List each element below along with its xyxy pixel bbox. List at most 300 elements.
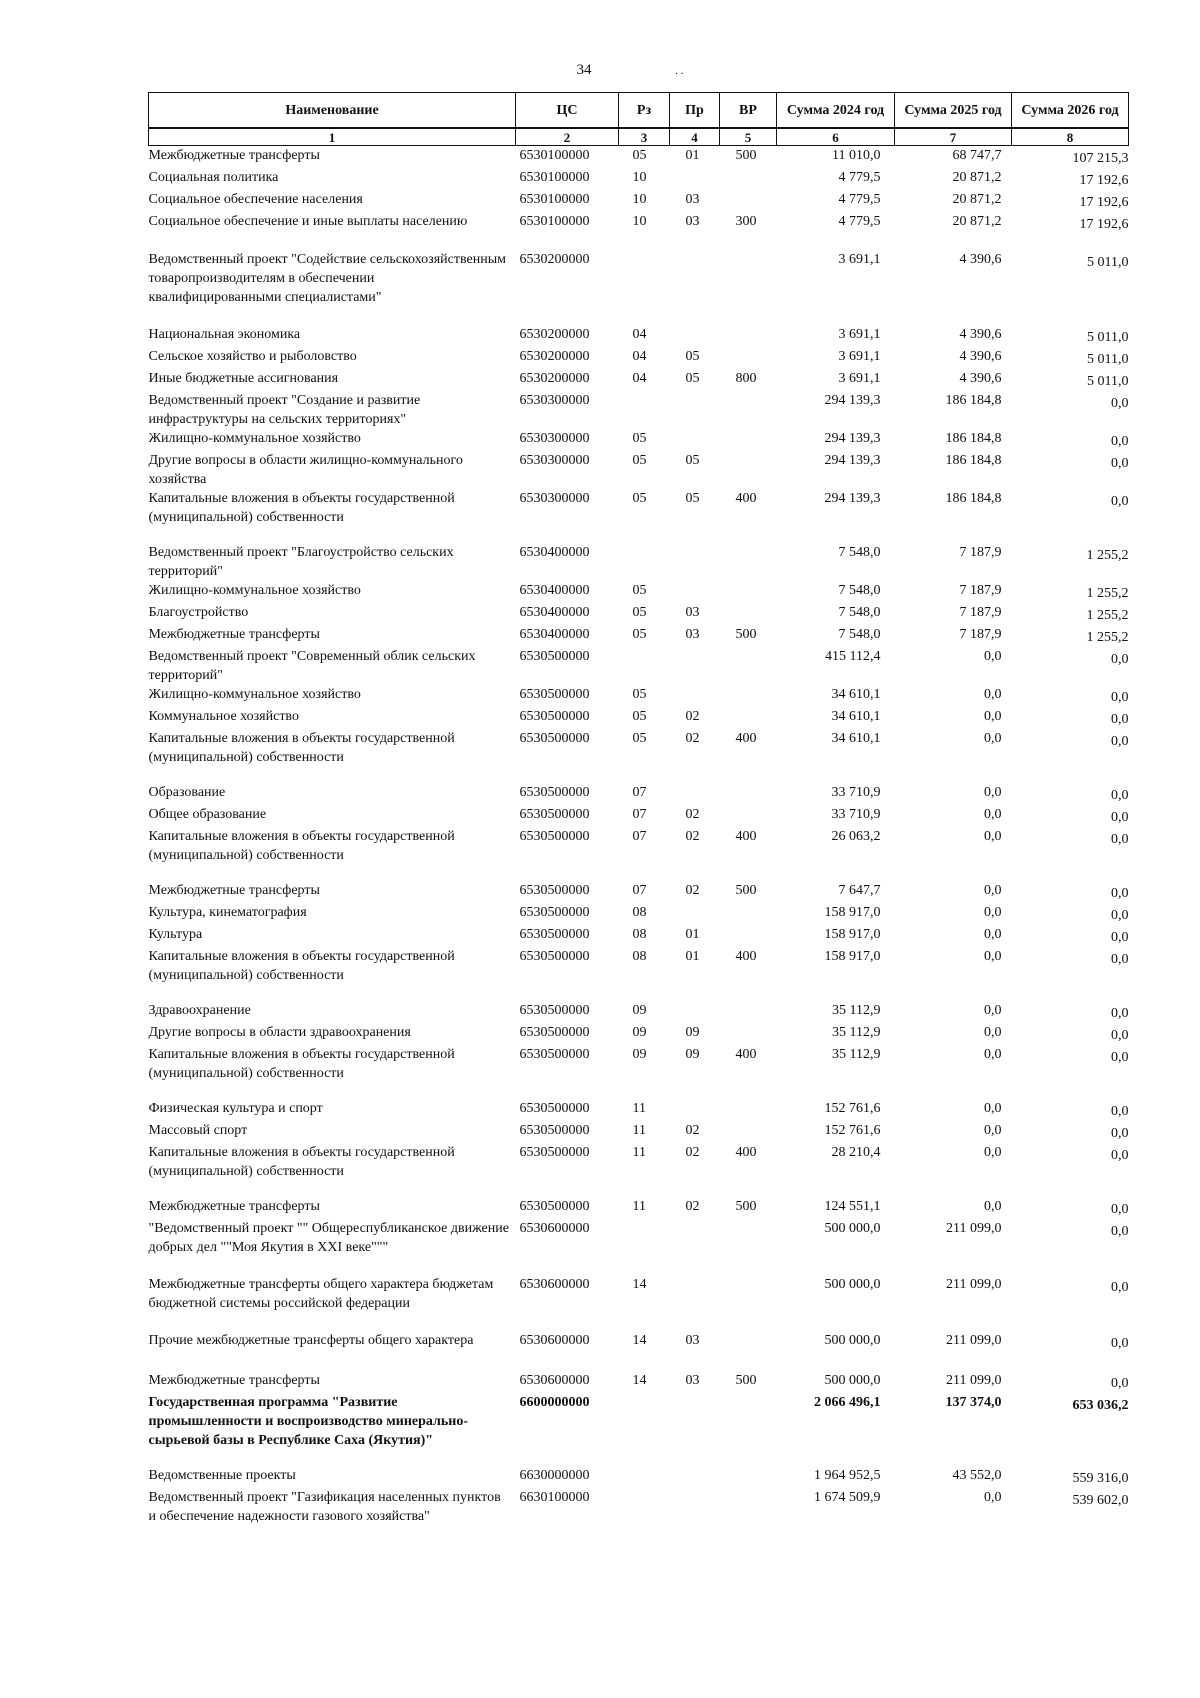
page-number-value: 34: [576, 62, 592, 78]
row-cs-code: 6530400000: [519, 627, 590, 642]
row-sum-2026: 17 192,6: [1079, 173, 1129, 188]
row-name: Ведомственный проект "Современный облик сельских территорий": [148, 649, 476, 683]
row-rz-code: 05: [632, 491, 647, 506]
row-sum-2025: 211 099,0: [946, 1333, 1002, 1348]
row-sum-2024: 11 010,0: [832, 148, 881, 163]
row-vr-code: [720, 250, 777, 325]
row-sum-2025: 211 099,0: [946, 1373, 1002, 1388]
row-sum-2024: 158 917,0: [824, 927, 881, 942]
row-vr-code: [720, 1023, 777, 1045]
row-sum-2024: 3 691,1: [838, 327, 881, 342]
row-vr-code: 400: [735, 1047, 757, 1062]
table-row: [149, 1045, 1129, 1099]
row-sum-2024: 4 779,5: [838, 170, 881, 185]
row-cs-code: 6530500000: [519, 949, 590, 964]
row-cs-code: 6530500000: [519, 731, 590, 746]
row-sum-2025: 0,0: [984, 1003, 1002, 1018]
row-vr-code: [720, 925, 777, 947]
row-sum-2026: 0,0: [1111, 734, 1129, 749]
row-cs-code: 6530300000: [519, 431, 590, 446]
header-number: 2: [516, 128, 619, 146]
row-sum-2026: 5 011,0: [1087, 374, 1129, 389]
row-pr-code: [670, 250, 720, 325]
row-sum-2025: 0,0: [984, 829, 1002, 844]
row-name: Межбюджетные трансферты: [148, 883, 320, 898]
row-vr-code: [720, 1099, 777, 1121]
row-vr-code: 400: [735, 1145, 757, 1160]
row-name: Другие вопросы в области здравоохранения: [148, 1025, 411, 1040]
row-sum-2024: 4 779,5: [838, 192, 881, 207]
budget-table-container: [148, 92, 1128, 1526]
table-row: [149, 451, 1129, 489]
row-name: Межбюджетные трансферты общего характера бюджетам бюджетной системы российской федерации: [148, 1277, 494, 1311]
row-name: Межбюджетные трансферты: [148, 148, 320, 163]
row-sum-2024: 294 139,3: [824, 431, 881, 446]
row-sum-2026: 0,0: [1111, 930, 1129, 945]
table-row: [149, 1219, 1129, 1275]
row-vr-code: 400: [735, 731, 757, 746]
row-sum-2024: 33 710,9: [831, 785, 881, 800]
row-rz-code: 10: [632, 192, 647, 207]
row-pr-code: [670, 1001, 720, 1023]
table-row: [149, 581, 1129, 603]
row-rz-code: 11: [632, 1101, 646, 1116]
table-row: [149, 827, 1129, 881]
row-pr-code: 02: [685, 709, 700, 724]
header-pr: Пр: [670, 93, 720, 129]
row-pr-code: 02: [685, 883, 700, 898]
table-row: [149, 1197, 1129, 1219]
row-cs-code: 6530200000: [519, 252, 590, 267]
table-body: [149, 146, 1129, 1527]
row-pr-code: [670, 647, 720, 685]
row-cs-code: 6530500000: [519, 1003, 590, 1018]
row-cs-code: 6530600000: [519, 1333, 590, 1348]
row-sum-2026: 1 255,2: [1086, 608, 1129, 623]
row-cs-code: 6530500000: [519, 807, 590, 822]
row-sum-2024: 35 112,9: [832, 1003, 881, 1018]
row-sum-2026: 0,0: [1111, 1202, 1129, 1217]
row-vr-code: [720, 1001, 777, 1023]
table-row: [149, 1371, 1129, 1393]
row-sum-2026: 0,0: [1111, 434, 1129, 449]
row-name: Жилищно-коммунальное хозяйство: [148, 431, 361, 446]
row-name: Другие вопросы в области жилищно-коммунального хозяйства: [148, 453, 463, 487]
row-vr-code: [720, 391, 777, 429]
row-sum-2026: 0,0: [1111, 886, 1129, 901]
header-row: [149, 93, 1129, 129]
row-sum-2026: 653 036,2: [1072, 1398, 1129, 1413]
row-sum-2025: 7 187,9: [959, 627, 1002, 642]
row-sum-2024: 1 674 509,9: [814, 1490, 881, 1505]
row-sum-2024: 34 610,1: [831, 687, 881, 702]
row-rz-code: 05: [632, 731, 647, 746]
row-sum-2024: 500 000,0: [824, 1221, 881, 1236]
row-sum-2024: 415 112,4: [825, 649, 881, 664]
row-pr-code: 03: [685, 627, 700, 642]
row-sum-2024: 152 761,6: [824, 1123, 881, 1138]
row-cs-code: 6530100000: [519, 170, 590, 185]
row-name: Капитальные вложения в объекты государственной (муниципальной) собственности: [148, 1047, 455, 1081]
row-sum-2026: 0,0: [1111, 712, 1129, 727]
page-number: [0, 62, 1200, 79]
row-sum-2025: 0,0: [984, 1490, 1002, 1505]
row-cs-code: 6530200000: [519, 327, 590, 342]
row-rz-code: 04: [632, 349, 647, 364]
row-rz-code: 07: [632, 883, 647, 898]
row-sum-2024: 294 139,3: [824, 393, 881, 408]
row-sum-2026: 559 316,0: [1072, 1471, 1129, 1486]
row-rz-code: 04: [632, 327, 647, 342]
row-pr-code: 02: [685, 731, 700, 746]
row-sum-2025: 7 187,9: [959, 605, 1002, 620]
row-pr-code: 05: [685, 491, 700, 506]
row-sum-2025: 20 871,2: [952, 192, 1002, 207]
row-vr-code: [720, 543, 777, 581]
row-rz-code: [619, 647, 670, 685]
row-name: Социальное обеспечение и иные выплаты населению: [148, 214, 468, 229]
row-sum-2025: 0,0: [984, 1123, 1002, 1138]
row-rz-code: 11: [632, 1123, 646, 1138]
row-sum-2025: 4 390,6: [959, 371, 1002, 386]
row-vr-code: 300: [735, 214, 757, 229]
row-cs-code: 6530500000: [519, 785, 590, 800]
row-sum-2024: 2 066 496,1: [814, 1395, 881, 1410]
table-row: [149, 1023, 1129, 1045]
row-cs-code: 6530200000: [519, 349, 590, 364]
row-sum-2025: 0,0: [984, 1025, 1002, 1040]
header-sum-2026: Сумма 2026 год: [1012, 93, 1129, 129]
row-cs-code: 6530500000: [519, 1145, 590, 1160]
row-sum-2024: 34 610,1: [831, 731, 881, 746]
table-row: [149, 1488, 1129, 1526]
row-pr-code: 02: [685, 807, 700, 822]
row-sum-2026: 1 255,2: [1086, 586, 1129, 601]
row-pr-code: 09: [685, 1025, 700, 1040]
table-row: [149, 925, 1129, 947]
row-sum-2026: 0,0: [1111, 788, 1129, 803]
row-sum-2024: 500 000,0: [824, 1277, 881, 1292]
row-vr-code: [720, 1275, 777, 1331]
row-name: Массовый спорт: [148, 1123, 248, 1138]
row-sum-2025: 186 184,8: [945, 431, 1002, 446]
header-number: 7: [895, 128, 1012, 146]
row-name: Коммунальное хозяйство: [148, 709, 299, 724]
row-vr-code: 500: [735, 1373, 757, 1388]
table-row: [149, 391, 1129, 429]
row-rz-code: 05: [632, 605, 647, 620]
row-rz-code: 08: [632, 927, 647, 942]
row-sum-2025: 0,0: [984, 1145, 1002, 1160]
row-vr-code: 400: [735, 491, 757, 506]
row-rz-code: [619, 543, 670, 581]
row-cs-code: 6630100000: [519, 1490, 590, 1505]
row-sum-2024: 3 691,1: [838, 371, 881, 386]
row-name: Государственная программа "Развитие промышленности и воспроизводство минерально-сырьевой базы в Республике Саха (Якутия)": [148, 1395, 468, 1448]
row-pr-code: [670, 581, 720, 603]
row-pr-code: 05: [685, 349, 700, 364]
row-name: Культура: [148, 927, 203, 942]
row-pr-code: [670, 685, 720, 707]
table-row: [149, 168, 1129, 190]
row-cs-code: 6530500000: [519, 905, 590, 920]
row-sum-2024: 28 210,4: [831, 1145, 881, 1160]
row-vr-code: 500: [735, 627, 757, 642]
row-cs-code: 6630000000: [519, 1468, 590, 1483]
row-rz-code: 09: [632, 1047, 647, 1062]
row-sum-2026: 0,0: [1111, 1376, 1129, 1391]
header-rz: Рз: [619, 93, 670, 129]
table-row: [149, 543, 1129, 581]
row-cs-code: 6600000000: [519, 1395, 590, 1410]
row-vr-code: [720, 1121, 777, 1143]
row-rz-code: 05: [632, 453, 647, 468]
row-vr-code: [720, 1488, 777, 1526]
header-sum-2024: Сумма 2024 год: [777, 93, 895, 129]
table-row: [149, 805, 1129, 827]
row-rz-code: 07: [632, 785, 647, 800]
row-sum-2025: 186 184,8: [945, 393, 1002, 408]
row-sum-2026: 0,0: [1111, 1126, 1129, 1141]
row-sum-2026: 0,0: [1111, 1280, 1129, 1295]
row-sum-2025: 7 187,9: [959, 545, 1002, 560]
row-sum-2026: 5 011,0: [1087, 255, 1129, 270]
table-row: [149, 1099, 1129, 1121]
row-sum-2026: 0,0: [1111, 1104, 1129, 1119]
row-rz-code: 05: [632, 709, 647, 724]
row-pr-code: [670, 1466, 720, 1488]
row-sum-2026: 0,0: [1111, 952, 1129, 967]
table-row: [149, 729, 1129, 783]
row-pr-code: [670, 783, 720, 805]
table-row: [149, 707, 1129, 729]
row-cs-code: 6530500000: [519, 1101, 590, 1116]
row-pr-code: 01: [685, 148, 700, 163]
header-number: 1: [149, 128, 516, 146]
row-sum-2026: 1 255,2: [1086, 548, 1129, 563]
row-name: Капитальные вложения в объекты государственной (муниципальной) собственности: [148, 731, 455, 765]
table-row: [149, 146, 1129, 169]
row-pr-code: 03: [685, 1373, 700, 1388]
row-sum-2024: 3 691,1: [838, 252, 881, 267]
row-sum-2025: 0,0: [984, 883, 1002, 898]
row-pr-code: [670, 1393, 720, 1466]
row-name: Ведомственный проект "Содействие сельскохозяйственным товаропроизводителям в обеспечении квалифицированными специалистами": [148, 252, 506, 305]
row-cs-code: 6530400000: [519, 545, 590, 560]
row-pr-code: 02: [685, 1123, 700, 1138]
row-sum-2025: 0,0: [984, 785, 1002, 800]
row-vr-code: [720, 347, 777, 369]
row-sum-2026: 5 011,0: [1087, 352, 1129, 367]
row-sum-2026: 539 602,0: [1072, 1493, 1129, 1508]
row-sum-2026: 0,0: [1111, 832, 1129, 847]
table-row: [149, 1121, 1129, 1143]
row-sum-2026: 5 011,0: [1087, 330, 1129, 345]
row-cs-code: 6530100000: [519, 148, 590, 163]
row-rz-code: 08: [632, 949, 647, 964]
row-sum-2024: 294 139,3: [824, 491, 881, 506]
row-rz-code: 14: [632, 1333, 647, 1348]
row-name: Жилищно-коммунальное хозяйство: [148, 687, 361, 702]
row-sum-2025: 0,0: [984, 649, 1002, 664]
row-pr-code: [670, 903, 720, 925]
row-rz-code: 05: [632, 583, 647, 598]
row-sum-2025: 4 390,6: [959, 327, 1002, 342]
row-name: Общее образование: [148, 807, 267, 822]
row-rz-code: 09: [632, 1025, 647, 1040]
row-sum-2026: 0,0: [1111, 1224, 1129, 1239]
row-rz-code: 09: [632, 1003, 647, 1018]
row-vr-code: [720, 168, 777, 190]
header-cs: ЦС: [516, 93, 619, 129]
row-cs-code: 6530100000: [519, 214, 590, 229]
row-sum-2024: 1 964 952,5: [814, 1468, 881, 1483]
table-row: [149, 429, 1129, 451]
row-name: Капитальные вложения в объекты государственной (муниципальной) собственности: [148, 1145, 455, 1179]
table-row: [149, 881, 1129, 903]
table-row: [149, 1001, 1129, 1023]
row-sum-2024: 158 917,0: [824, 905, 881, 920]
row-sum-2025: 68 747,7: [952, 148, 1002, 163]
table-row: [149, 685, 1129, 707]
row-sum-2025: 20 871,2: [952, 170, 1002, 185]
row-cs-code: 6530300000: [519, 491, 590, 506]
row-rz-code: [619, 1219, 670, 1275]
row-sum-2026: 0,0: [1111, 494, 1129, 509]
row-cs-code: 6530500000: [519, 709, 590, 724]
header-number: 6: [777, 128, 895, 146]
row-sum-2025: 0,0: [984, 1047, 1002, 1062]
row-sum-2025: 211 099,0: [946, 1221, 1002, 1236]
row-rz-code: 11: [632, 1199, 646, 1214]
row-sum-2026: 0,0: [1111, 1006, 1129, 1021]
row-rz-code: [619, 250, 670, 325]
row-sum-2025: 0,0: [984, 709, 1002, 724]
row-sum-2024: 7 647,7: [838, 883, 881, 898]
row-cs-code: 6530500000: [519, 1047, 590, 1062]
page-mark: . .: [675, 65, 684, 77]
row-pr-code: [670, 1099, 720, 1121]
row-cs-code: 6530300000: [519, 453, 590, 468]
row-rz-code: 07: [632, 829, 647, 844]
row-name: Культура, кинематография: [148, 905, 307, 920]
row-rz-code: 04: [632, 371, 647, 386]
row-name: Иные бюджетные ассигнования: [148, 371, 339, 386]
row-cs-code: 6530300000: [519, 393, 590, 408]
row-sum-2025: 0,0: [984, 1199, 1002, 1214]
table-row: [149, 1275, 1129, 1331]
row-cs-code: 6530500000: [519, 687, 590, 702]
table-row: [149, 347, 1129, 369]
row-sum-2024: 124 551,1: [824, 1199, 881, 1214]
row-name: Благоустройство: [148, 605, 249, 620]
row-sum-2024: 500 000,0: [824, 1333, 881, 1348]
row-sum-2026: 0,0: [1111, 1336, 1129, 1351]
row-sum-2024: 500 000,0: [824, 1373, 881, 1388]
row-sum-2025: 137 374,0: [945, 1395, 1002, 1410]
row-vr-code: [720, 647, 777, 685]
row-vr-code: [720, 1466, 777, 1488]
row-pr-code: 03: [685, 214, 700, 229]
table-row: [149, 325, 1129, 347]
row-rz-code: 05: [632, 687, 647, 702]
row-cs-code: 6530600000: [519, 1277, 590, 1292]
row-name: Физическая культура и спорт: [148, 1101, 323, 1116]
table-row: [149, 190, 1129, 212]
row-sum-2025: 7 187,9: [959, 583, 1002, 598]
row-rz-code: 11: [632, 1145, 646, 1160]
row-sum-2025: 4 390,6: [959, 252, 1002, 267]
row-pr-code: 03: [685, 605, 700, 620]
row-name: Жилищно-коммунальное хозяйство: [148, 583, 361, 598]
row-sum-2024: 152 761,6: [824, 1101, 881, 1116]
row-rz-code: 14: [632, 1277, 647, 1292]
row-name: Ведомственный проект "Газификация населенных пунктов и обеспечение надежности газового хозяйства": [148, 1490, 501, 1524]
row-sum-2024: 7 548,0: [838, 627, 881, 642]
row-pr-code: [670, 429, 720, 451]
row-rz-code: 07: [632, 807, 647, 822]
row-sum-2026: 17 192,6: [1079, 195, 1129, 210]
table-row: [149, 647, 1129, 685]
row-rz-code: [619, 1393, 670, 1466]
row-vr-code: 400: [735, 949, 757, 964]
row-name: Межбюджетные трансферты: [148, 1199, 320, 1214]
row-name: Национальная экономика: [148, 327, 301, 342]
row-vr-code: [720, 1331, 777, 1371]
row-sum-2025: 0,0: [984, 949, 1002, 964]
row-vr-code: [720, 707, 777, 729]
row-pr-code: [670, 1219, 720, 1275]
header-vr: ВР: [720, 93, 777, 129]
row-vr-code: [720, 190, 777, 212]
row-name: Прочие межбюджетные трансферты общего характера: [148, 1333, 474, 1348]
row-sum-2026: 1 255,2: [1086, 630, 1129, 645]
row-sum-2025: 211 099,0: [946, 1277, 1002, 1292]
row-pr-code: [670, 325, 720, 347]
row-cs-code: 6530400000: [519, 583, 590, 598]
row-pr-code: 05: [685, 371, 700, 386]
row-vr-code: [720, 429, 777, 451]
row-name: Межбюджетные трансферты: [148, 627, 320, 642]
row-name: "Ведомственный проект "" Общереспубликанское движение добрых дел ""Моя Якутия в XXI веке""": [148, 1221, 509, 1255]
row-name: Здравоохранение: [148, 1003, 251, 1018]
table-row: [149, 369, 1129, 391]
row-sum-2026: 0,0: [1111, 1050, 1129, 1065]
table-row: [149, 903, 1129, 925]
row-pr-code: [670, 391, 720, 429]
table-row: [149, 783, 1129, 805]
table-row: [149, 603, 1129, 625]
row-vr-code: [720, 903, 777, 925]
row-name: Межбюджетные трансферты: [148, 1373, 320, 1388]
row-cs-code: 6530100000: [519, 192, 590, 207]
header-number-row: [149, 128, 1129, 146]
row-name: Ведомственные проекты: [148, 1468, 296, 1483]
table-row: [149, 489, 1129, 543]
row-sum-2026: 0,0: [1111, 908, 1129, 923]
header-number: 8: [1012, 128, 1129, 146]
row-sum-2026: 0,0: [1111, 810, 1129, 825]
row-rz-code: 08: [632, 905, 647, 920]
row-sum-2025: 4 390,6: [959, 349, 1002, 364]
row-name: Капитальные вложения в объекты государственной (муниципальной) собственности: [148, 491, 455, 525]
row-sum-2026: 0,0: [1111, 652, 1129, 667]
row-vr-code: [720, 783, 777, 805]
row-vr-code: [720, 685, 777, 707]
row-pr-code: 09: [685, 1047, 700, 1062]
row-sum-2025: 0,0: [984, 731, 1002, 746]
row-sum-2024: 158 917,0: [824, 949, 881, 964]
